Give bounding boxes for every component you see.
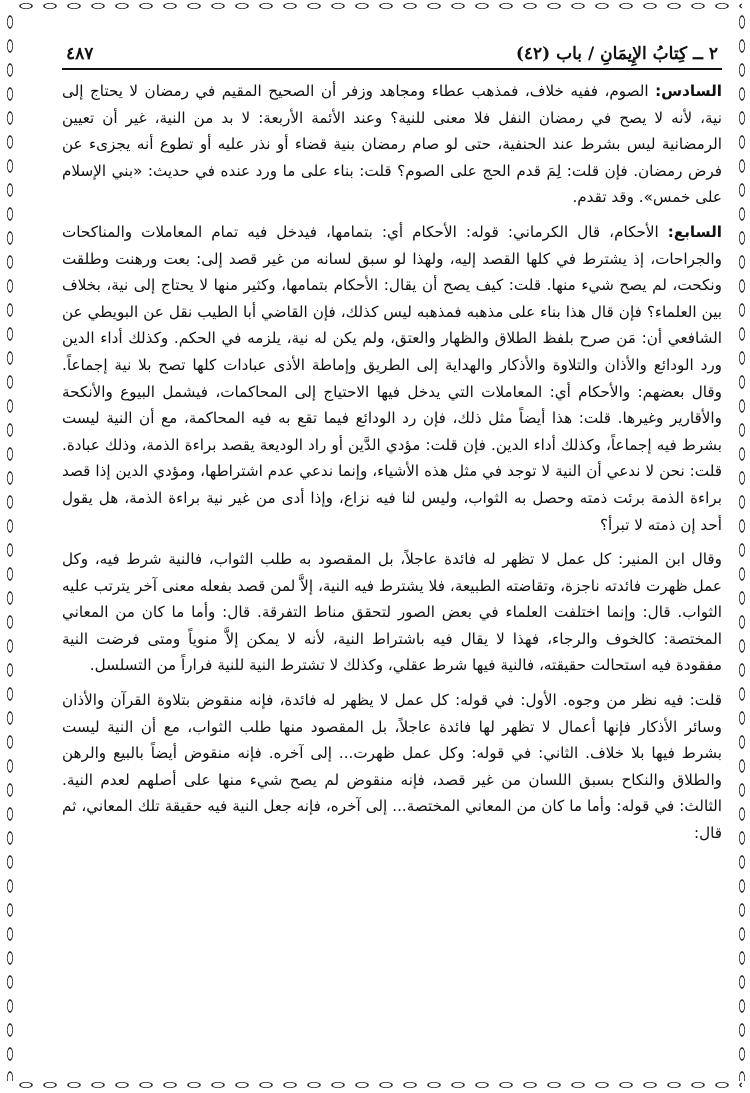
paragraph-text: الصوم، ففيه خلاف، فمذهب عطاء ومجاهد وزفر أن الصحيح المقيم في رمضان لا يحتاج إلى نية، لأنه لا يصح في رمضان النفل فلا معنى للنية؟ وعند الأئمة الأربعة: لا بد من النية، غير أن تعيين الرمضانية ليس بشرط عند الحنفية، حتى لو صام رمضان بنية قضاء أو نذر عليه أو تطوع أنه يجزىء عن فرض رمضان. فإن قلت: لِمَ قدم الحج على الصوم؟ قلت: بناء على ما ورد عنده في حديث: «بني الإسلام على خمس». وقد تقدم. bbox=[62, 82, 722, 207]
page-header bbox=[62, 44, 722, 66]
page-body bbox=[62, 44, 722, 855]
paragraph-objections bbox=[62, 687, 722, 847]
ornamental-border-left bbox=[4, 10, 16, 1081]
header-rule bbox=[62, 68, 722, 70]
ornamental-border-bottom bbox=[14, 1079, 742, 1091]
paragraph-lead: السابع: bbox=[667, 222, 722, 241]
paragraph-lead: السادس: bbox=[655, 82, 722, 100]
ornamental-border-top bbox=[14, 0, 742, 12]
paragraph-seventh bbox=[62, 219, 722, 538]
paragraph-text: وقال ابن المنير: كل عمل لا تظهر له فائدة عاجلاً، بل المقصود به طلب الثواب، فالنية شرط فيه، وكل عمل ظهرت فائدته ناجزة، وتقاضته الطبيعة، فلا يشترط فيه النية، إلاَّ لمن قصد بفعله معنى آخر يترتب عليه الثواب. قال: وإنما اختلفت العلماء في بعض الصور لتحقق مناط التفرقة. قال: وأما ما كان من المعاني المختصة: كالخوف والرجاء، فهذا لا يقال فيه باشتراط النية، لأنه لا يمكن إلاَّ منوياً ومتى فرضت النية مفقودة فيه استحالت حقيقته، فالنية فيها شرط عقلي، وكذلك لا تشترط النية للنية فراراً من التسلسل. bbox=[62, 550, 722, 675]
running-title: ٢ ــ كِتابُ الإِيمَانِ / باب (٤٢) bbox=[515, 44, 718, 64]
ornamental-border-right bbox=[736, 10, 748, 1081]
paragraph-text: الأحكام، قال الكرماني: قوله: الأحكام أي: بتمامها، فيدخل فيه تمام المعاملات والمناكحات والجراحات، إذ يشترط في كلها القصد إليه، ولهذا لو سبق لسانه من غير قصد إلى: بعت ورهنت وطلقت ونكحت، لم يصح شيء منها. قلت: كيف يصح أن يقال: الأحكام بتمامها، وكثير منها لا يحتاج إلى نية، بخلاف بين العلماء؟ فإن قال هذا بناء على مذهبه فمذهبه ليس كذلك، فإن القاضي أبا الطيب نقل عن البويطي عن الشافعي أن: مَن صرح بلفظ الطلاق والظهار والعتق، ولم يكن له نية، يلزمه في الحكم. وكذلك أداء الدين ورد الودائع والأذان والتلاوة والأذكار والهداية إلى الطريق وإماطة الأذى عبادات كلها تصح بلا نية إجماعاً. وقال بعضهم: والأحكام أي: المعاملات التي يدخل فيها الاحتياج إلى المحاكمات، فيشمل البيوع والأنكحة والأقارير وغيرها. قلت: هذا أيضاً مثل ذلك، فإن رد الودائع فيما تقع به فيه المحاكمة، مع أن النية ليست بشرط فيه إجماعاً، وكذلك أداء الدين. فإن قلت: مؤدي الدَّين أو راد الوديعة يقصد براءة الذمة، وذلك عبادة. قلت: نحن لا ندعي أن النية لا توجد في مثل هذه الأشياء، وإنما ندعي عدم اشتراطها، ومؤدي الدين إذا قصد براءة الذمة برئت ذمته وحصل به الثواب، وليس لنا فيه نزاع، وإذا أدى من غير نية براءة الذمة، هل يقول أحد إن ذمته لا تبرأ؟ bbox=[62, 222, 722, 534]
page-number: ٤٨٧ bbox=[66, 44, 94, 64]
paragraph-ibn-almunir bbox=[62, 546, 722, 679]
paragraph-text: قلت: فيه نظر من وجوه. الأول: في قوله: كل عمل لا يظهر له فائدة، فإنه منقوض بتلاوة القرآن والأذان وسائر الأذكار فإنها أعمال لا تظهر لها فائدة عاجلاً، بل المقصود منها طلب الثواب، مع أن النية ليست بشرط فيها بلا خلاف. الثاني: في قوله: وكل عمل ظهرت... إلى آخره. فإنه منقوض أيضاً بالبيع والرهن والطلاق والنكاح بسبق اللسان من غير قصد، فإنه منقوض لم يصح شيء منها على أصلهم لعدم النية. الثالث: في قوله: وأما ما كان من المعاني المختصة... إلى آخره، فإنه جعل النية فيه حقيقة تلك المعاني، ثم قال: bbox=[62, 691, 722, 843]
paragraph-sixth bbox=[62, 78, 722, 211]
